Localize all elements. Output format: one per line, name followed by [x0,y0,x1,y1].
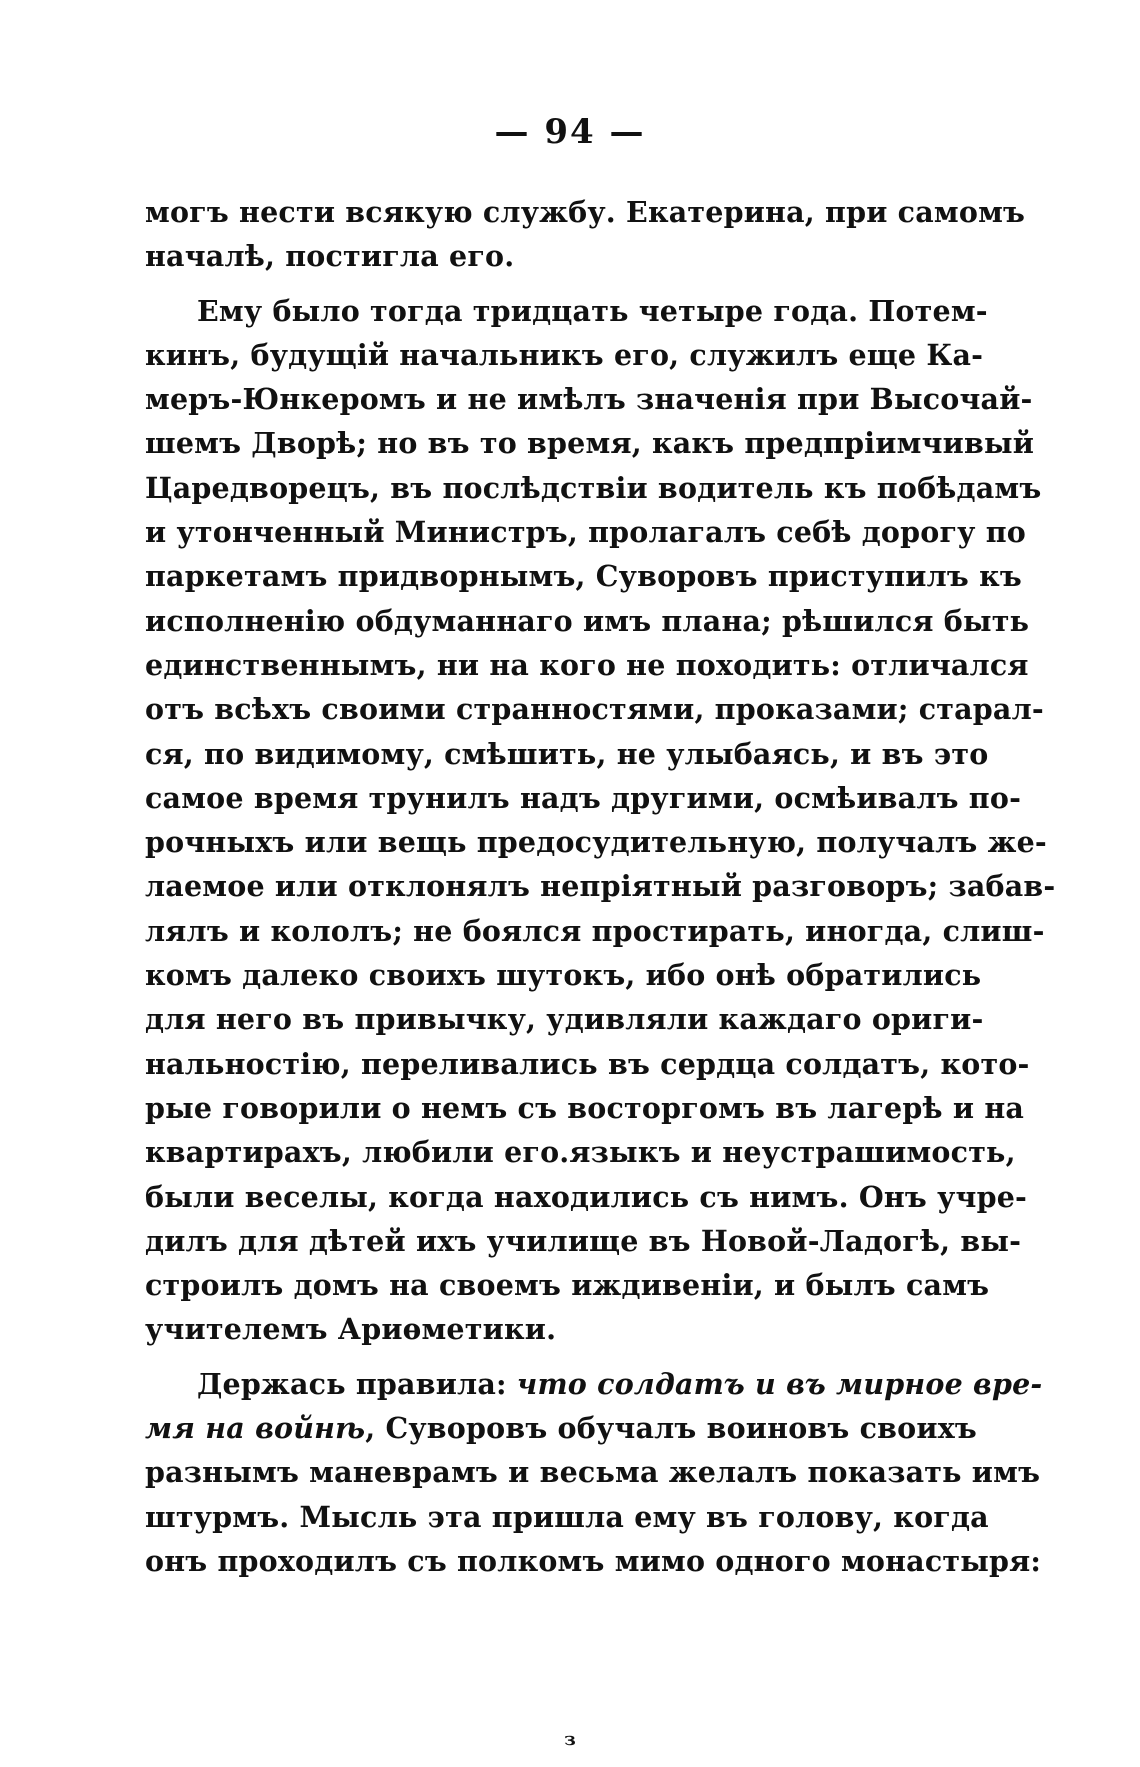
text-line: комъ далеко своихъ шутокъ, ибо онѣ обратились [145,958,982,993]
text-segment: , Суворовъ обучалъ воиновъ своихъ [365,1411,977,1446]
text-line: онъ проходилъ съ полкомъ мимо одного монастыря: [145,1543,1042,1578]
text-line: паркетамъ придворнымъ, Суворовъ приступилъ къ [145,559,1022,594]
text-line: шемъ Дворѣ; но въ то время, какъ предпріимчивый [145,426,1035,461]
italic-text-segment: мя на войнѣ [145,1411,366,1446]
italic-text-segment: что солдатъ и въ мирное вре- [516,1366,1043,1401]
page-number: — 94 — [494,112,646,152]
text-line: были веселы, когда находились съ нимъ. Онъ учре- [145,1179,1028,1214]
text-line: могъ нести всякую службу. Екатерина, при самомъ [145,195,1026,229]
text-line: исполненію обдуманнаго имъ плана; рѣшился быть [145,603,1030,638]
text-line: кинъ, будущій начальникъ его, служилъ еще Ка- [145,337,984,372]
text-line: Царедворецъ, въ послѣдствіи водитель къ побѣдамъ [145,470,1042,505]
text-line: началѣ, постигла его. [145,239,515,274]
text-line: лаемое или отклонялъ непріятный разговоръ; забав- [145,869,1056,904]
text-line: рочныхъ или вещь предосудительную, получалъ же- [145,825,1047,860]
text-line: квартирахъ, любили его.языкъ и неустрашимость, [145,1135,1016,1170]
text-line: Ему было тогда тридцать четыре года. Потем- [197,293,988,328]
text-line: дилъ для дѣтей ихъ училище въ Новой-Ладогѣ, вы- [145,1223,1022,1258]
text-line: разнымъ маневрамъ и весьма желалъ показать имъ [145,1455,1041,1490]
text-line: единственнымъ, ни на кого не походить: отличался [145,647,1029,682]
text-line: самое время трунилъ надъ другими, осмѣивалъ по- [145,780,1022,815]
text-line: рые говорили о немъ съ восторгомъ въ лагерѣ и на [145,1090,1025,1125]
text-line: нальностію, переливались въ сердца солдатъ, кото- [145,1046,1030,1081]
signature-mark: з [564,1729,576,1750]
text-line: отъ всѣхъ своими странностями, проказами; старал- [145,692,1044,727]
text-line: лялъ и кололъ; не боялся простирать, иногда, слиш- [145,913,1045,948]
text-line: штурмъ. Мысль эта пришла ему въ голову, когда [145,1499,989,1534]
text-line: для него въ привычку, удивляли каждаго ориги- [145,1002,984,1037]
text-line: учителемъ Ариѳметики. [145,1312,557,1347]
text-segment: Держась правила: [197,1366,517,1401]
body-text [145,190,1056,1583]
text-line: ся, по видимому, смѣшить, не улыбаясь, и въ это [145,736,989,771]
text-line: меръ-Юнкеромъ и не имѣлъ значенія при Высочай- [145,382,1033,417]
text-line [145,1406,975,1450]
text-line: и утонченный Министръ, пролагалъ себѣ дорогу по [145,515,1026,550]
text-line [145,1362,1043,1406]
text-line: строилъ домъ на своемъ иждивеніи, и былъ самъ [145,1268,990,1303]
